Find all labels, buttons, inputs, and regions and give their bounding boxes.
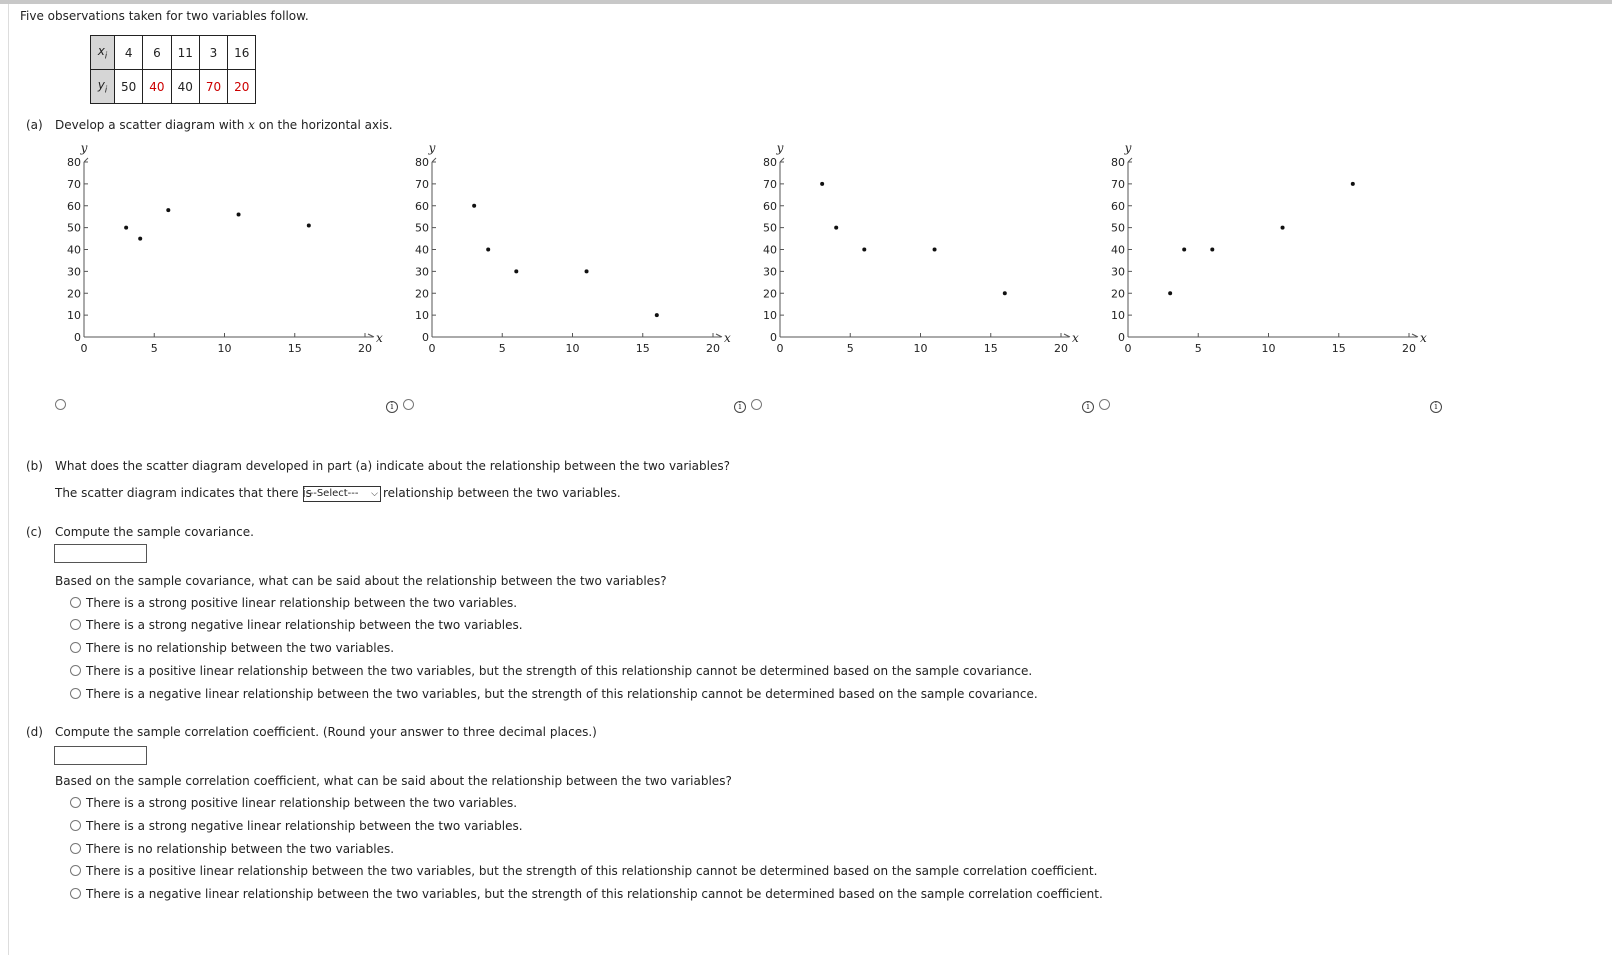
x-value-4: 3 [199,36,227,70]
x-tick-label: 20 [358,342,372,355]
scatter-point [1168,291,1172,295]
y-tick-label: 50 [67,221,81,235]
chart-1-info-icon[interactable]: i [386,401,398,413]
radio-icon[interactable] [70,665,81,676]
y-value-2: 40 [143,70,171,104]
part-c-label: (c) [26,525,42,539]
scatter-point [124,226,128,230]
x-axis-label: x [724,331,731,345]
part-a-label: (a) [26,118,43,132]
x-tick-label: 10 [217,342,232,355]
x-tick-label: 5 [1194,342,1202,355]
covariance-option-4[interactable]: There is a positive linear relationship between the two variables, but the strength of this relationship cannot be determined based on the sample covariance. [70,664,1032,678]
scatter-point [307,223,311,227]
y-tick-label: 20 [763,287,777,301]
y-tick-label: 80 [415,156,429,169]
x-tick-label: 5 [150,342,158,355]
y-tick-label: 30 [415,265,429,279]
y-tick-label: 0 [1118,331,1125,344]
y-tick-label: 50 [763,221,777,235]
x-tick-label: 10 [913,342,928,355]
covariance-option-2[interactable]: There is a strong negative linear relationship between the two variables. [70,618,523,632]
y-tick-label: 10 [415,309,429,323]
part-a-question: Develop a scatter diagram with x on the horizontal axis. [55,118,393,132]
radio-icon[interactable] [70,797,81,808]
scatter-point [585,269,589,273]
x-tick-label: 0 [428,342,436,355]
radio-icon[interactable] [70,642,81,653]
radio-icon[interactable] [70,597,81,608]
y-tick-label: 80 [763,156,777,169]
chart-3-radio[interactable] [751,399,762,410]
part-d-followup: Based on the sample correlation coefficient, what can be said about the relationship between the two variables? [55,774,732,788]
chart-2-radio[interactable] [403,399,414,410]
x-axis-label: x [1420,331,1427,345]
scatter-point [1182,248,1186,252]
y-tick-label: 80 [67,156,81,169]
part-d-question: Compute the sample correlation coefficient. (Round your answer to three decimal places.) [55,725,597,739]
covariance-option-5[interactable]: There is a negative linear relationship between the two variables, but the strength of this relationship cannot be determined based on the sample covariance. [70,687,1038,701]
correlation-option-2[interactable]: There is a strong negative linear relationship between the two variables. [70,819,523,833]
chart-4-info-icon[interactable]: i [1430,401,1442,413]
y-value-3: 40 [171,70,199,104]
y-axis-label: y [776,141,784,155]
y-tick-label: 0 [74,331,81,344]
y-value-1: 50 [115,70,143,104]
y-tick-label: 70 [1111,177,1125,191]
y-tick-label: 50 [415,221,429,235]
correlation-option-1[interactable]: There is a strong positive linear relationship between the two variables. [70,796,517,810]
radio-icon[interactable] [70,820,81,831]
axis-arrow [84,158,374,337]
y-tick-label: 0 [770,331,777,344]
y-axis-label: y [428,141,436,155]
covariance-input[interactable] [54,544,147,563]
radio-icon[interactable] [70,688,81,699]
y-tick-label: 60 [763,199,777,213]
y-tick-label: 10 [67,309,81,323]
relationship-select[interactable] [303,486,381,502]
scatter-point [514,269,518,273]
radio-icon[interactable] [70,843,81,854]
y-tick-label: 60 [1111,199,1125,213]
radio-icon[interactable] [70,888,81,899]
x-value-5: 16 [228,36,256,70]
x-tick-label: 20 [1054,342,1068,355]
top-border [0,0,1612,4]
y-tick-label: 70 [67,177,81,191]
x-tick-label: 10 [565,342,580,355]
y-tick-label: 40 [763,243,777,257]
radio-icon[interactable] [70,865,81,876]
y-tick-label: 30 [763,265,777,279]
x-tick-label: 15 [635,342,650,355]
scatter-chart-4 [1044,140,1434,365]
chart-2-info-icon[interactable]: i [734,401,746,413]
y-tick-label: 20 [67,287,81,301]
x-value-3: 11 [171,36,199,70]
x-tick-label: 5 [498,342,506,355]
scatter-point [237,213,241,217]
correlation-input[interactable] [54,746,147,765]
x-axis-label: x [376,331,383,345]
observations-table [90,35,256,104]
y-tick-label: 10 [1111,309,1125,323]
y-tick-label: 50 [1111,221,1125,235]
scatter-point [862,248,866,252]
axis-arrow [432,158,722,337]
scatter-point [834,226,838,230]
covariance-option-1[interactable]: There is a strong positive linear relationship between the two variables. [70,596,517,610]
scatter-point [486,248,490,252]
scatter-point [820,182,824,186]
y-tick-label: 40 [1111,243,1125,257]
y-tick-label: 40 [67,243,81,257]
relationship-select-value: ---Select--- [306,488,359,499]
correlation-option-5[interactable]: There is a negative linear relationship between the two variables, but the strength of this relationship cannot be determined based on the sample correlation coefficient. [70,887,1103,901]
x-row-header: $x_i$ [91,36,115,70]
y-tick-label: 40 [415,243,429,257]
part-b-sentence-end: relationship between the two variables. [383,486,621,500]
y-tick-label: 0 [422,331,429,344]
correlation-option-3[interactable]: There is no relationship between the two variables. [70,842,394,856]
part-c-followup: Based on the sample covariance, what can be said about the relationship between the two variables? [55,574,667,588]
y-row [91,70,256,104]
x-tick-label: 15 [287,342,302,355]
x-row [91,36,256,70]
scatter-point [1003,291,1007,295]
x-value-2: 6 [143,36,171,70]
part-b-label: (b) [26,459,43,473]
x-axis-label: x [1072,331,1079,345]
x-tick-label: 0 [80,342,88,355]
scatter-point [1351,182,1355,186]
chart-3-info-icon[interactable]: i [1082,401,1094,413]
y-tick-label: 30 [67,265,81,279]
x-value-1: 4 [115,36,143,70]
scatter-point [138,237,142,241]
y-value-4: 70 [199,70,227,104]
scatter-point [655,313,659,317]
scatter-point [166,208,170,212]
chart-1-radio[interactable] [55,399,66,410]
part-c-question: Compute the sample covariance. [55,525,254,539]
x-tick-label: 0 [776,342,784,355]
y-tick-label: 60 [415,199,429,213]
x-tick-label: 20 [706,342,720,355]
scatter-point [472,204,476,208]
covariance-option-3[interactable]: There is no relationship between the two variables. [70,641,394,655]
intro-text: Five observations taken for two variables follow. [20,9,309,23]
axis-arrow [1128,158,1418,337]
x-tick-label: 10 [1261,342,1276,355]
x-tick-label: 15 [1331,342,1346,355]
y-tick-label: 80 [1111,156,1125,169]
y-tick-label: 70 [415,177,429,191]
y-value-5: 20 [228,70,256,104]
y-tick-label: 70 [763,177,777,191]
scatter-point [1210,248,1214,252]
y-tick-label: 30 [1111,265,1125,279]
y-row-header: $y_i$ [91,70,115,104]
x-tick-label: 5 [846,342,854,355]
scatter-chart-3 [696,140,1086,365]
scatter-point [1281,226,1285,230]
part-d-label: (d) [26,725,43,739]
y-tick-label: 60 [67,199,81,213]
y-axis-label: y [1124,141,1132,155]
y-tick-label: 20 [415,287,429,301]
scatter-chart-1 [0,140,390,365]
x-tick-label: 20 [1402,342,1416,355]
scatter-point [933,248,937,252]
x-tick-label: 15 [983,342,998,355]
y-tick-label: 10 [763,309,777,323]
y-axis-label: y [80,141,88,155]
part-b-sentence-start: The scatter diagram indicates that there is [55,486,312,500]
y-tick-label: 20 [1111,287,1125,301]
radio-icon[interactable] [70,619,81,630]
chevron-down-icon: ⌵ [371,489,378,499]
correlation-option-4[interactable]: There is a positive linear relationship between the two variables, but the strength of this relationship cannot be determined based on the sample correlation coefficient. [70,864,1097,878]
chart-4-radio[interactable] [1099,399,1110,410]
x-tick-label: 0 [1124,342,1132,355]
part-b-question: What does the scatter diagram developed in part (a) indicate about the relationship between the two variables? [55,459,730,473]
scatter-chart-2 [348,140,738,365]
